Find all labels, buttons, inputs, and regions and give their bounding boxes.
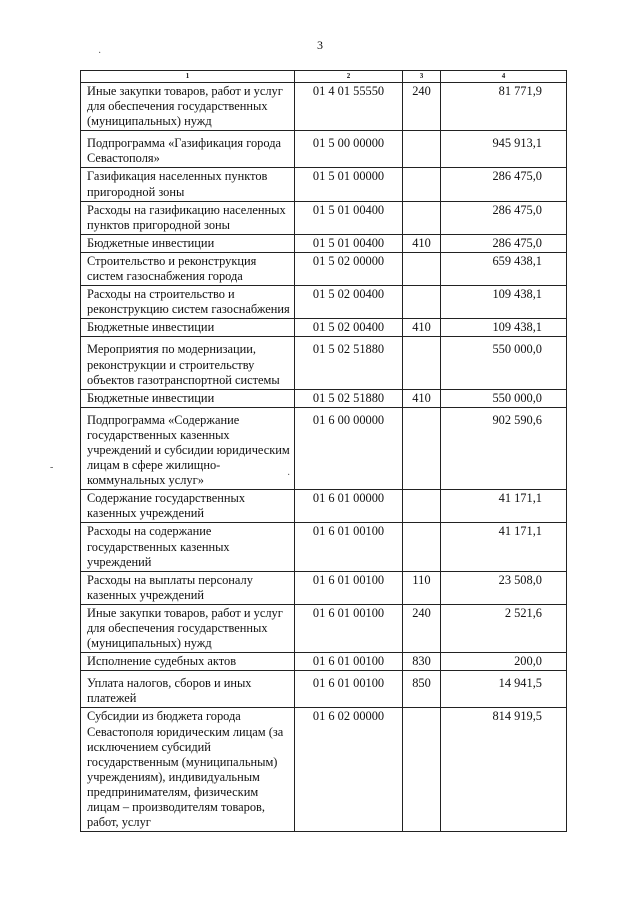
row-sum: 945 913,1: [441, 131, 567, 168]
row-sum: 2 521,6: [441, 604, 567, 652]
row-type: [403, 407, 441, 489]
row-name: Расходы на выплаты персоналу казенных учреждений: [81, 571, 295, 604]
table-row: [81, 604, 567, 652]
row-type: [403, 337, 441, 389]
row-sum: 286 475,0: [441, 234, 567, 252]
row-code: 01 5 01 00000: [295, 168, 403, 201]
table-row: [81, 286, 567, 319]
row-name: Строительство и реконструкция систем газоснабжения города: [81, 252, 295, 285]
row-sum: 814 919,5: [441, 708, 567, 832]
row-code: 01 5 02 51880: [295, 337, 403, 389]
row-name: Подпрограмма «Газификация города Севастополя»: [81, 131, 295, 168]
row-name: Бюджетные инвестиции: [81, 234, 295, 252]
scan-speck: ·: [287, 470, 291, 481]
row-sum: 550 000,0: [441, 389, 567, 407]
row-sum: 286 475,0: [441, 201, 567, 234]
row-sum: 286 475,0: [441, 168, 567, 201]
row-code: 01 6 01 00100: [295, 671, 403, 708]
table-row: [81, 168, 567, 201]
row-code: 01 6 01 00100: [295, 653, 403, 671]
row-code: 01 5 02 00400: [295, 286, 403, 319]
table-row: [81, 389, 567, 407]
row-type: 850: [403, 671, 441, 708]
row-name: Уплата налогов, сборов и иных платежей: [81, 671, 295, 708]
row-name: Расходы на газификацию населенных пунктов пригородной зоны: [81, 201, 295, 234]
table-row: [81, 571, 567, 604]
scan-speck: -: [50, 462, 54, 473]
row-sum: 14 941,5: [441, 671, 567, 708]
page-number: 3: [317, 38, 323, 52]
row-name: Бюджетные инвестиции: [81, 389, 295, 407]
column-number: 4: [441, 71, 567, 83]
row-code: 01 5 02 00000: [295, 252, 403, 285]
row-type: 410: [403, 234, 441, 252]
table-row: [81, 83, 567, 131]
budget-table: [80, 70, 567, 832]
row-name: Иные закупки товаров, работ и услуг для обеспечения государственных (муниципальных) нужд: [81, 83, 295, 131]
row-name: Расходы на содержание государственных казенных учреждений: [81, 523, 295, 571]
row-name: Субсидии из бюджета города Севастополя юридическим лицам (за исключением субсидий государственным (муниципальным) учреждениям), индивидуальным предпринимателям, физическим лицам – производителям товаров, работ, услуг: [81, 708, 295, 832]
row-sum: 23 508,0: [441, 571, 567, 604]
row-sum: 41 171,1: [441, 490, 567, 523]
row-name: Газификация населенных пунктов пригородной зоны: [81, 168, 295, 201]
row-sum: 109 438,1: [441, 286, 567, 319]
row-code: 01 6 01 00100: [295, 604, 403, 652]
row-code: 01 6 01 00100: [295, 571, 403, 604]
row-code: 01 5 01 00400: [295, 234, 403, 252]
row-sum: 41 171,1: [441, 523, 567, 571]
row-name: Иные закупки товаров, работ и услуг для обеспечения государственных (муниципальных) нужд: [81, 604, 295, 652]
table-row: [81, 319, 567, 337]
row-type: 110: [403, 571, 441, 604]
row-name: Расходы на строительство и реконструкцию систем газоснабжения: [81, 286, 295, 319]
table-row: [81, 234, 567, 252]
row-name: Мероприятия по модернизации, реконструкции и строительству объектов газотранспортной системы: [81, 337, 295, 389]
row-sum: 81 771,9: [441, 83, 567, 131]
table-row: [81, 201, 567, 234]
row-type: [403, 286, 441, 319]
row-code: 01 6 00 00000: [295, 407, 403, 489]
column-number: 1: [81, 71, 295, 83]
row-type: 410: [403, 389, 441, 407]
row-name: Бюджетные инвестиции: [81, 319, 295, 337]
row-type: 240: [403, 83, 441, 131]
row-code: 01 6 02 00000: [295, 708, 403, 832]
row-code: 01 4 01 55550: [295, 83, 403, 131]
row-type: [403, 252, 441, 285]
row-code: 01 6 01 00000: [295, 490, 403, 523]
row-code: 01 5 00 00000: [295, 131, 403, 168]
row-type: 410: [403, 319, 441, 337]
row-type: [403, 490, 441, 523]
table-row: [81, 131, 567, 168]
row-sum: 550 000,0: [441, 337, 567, 389]
row-code: 01 6 01 00100: [295, 523, 403, 571]
row-code: 01 5 01 00400: [295, 201, 403, 234]
column-number: 3: [403, 71, 441, 83]
table-row: [81, 671, 567, 708]
table-row: [81, 337, 567, 389]
row-type: [403, 708, 441, 832]
row-name: Подпрограмма «Содержание государственных казенных учреждений и субсидии юридическим лицам в сфере жилищно-коммунальных услуг»: [81, 407, 295, 489]
row-type: [403, 168, 441, 201]
column-number: 2: [295, 71, 403, 83]
row-sum: 109 438,1: [441, 319, 567, 337]
row-type: [403, 523, 441, 571]
table-row: [81, 407, 567, 489]
row-type: 830: [403, 653, 441, 671]
table-row: [81, 252, 567, 285]
row-type: [403, 201, 441, 234]
row-name: Исполнение судебных актов: [81, 653, 295, 671]
row-sum: 659 438,1: [441, 252, 567, 285]
row-name: Содержание государственных казенных учреждений: [81, 490, 295, 523]
table-row: [81, 523, 567, 571]
row-code: 01 5 02 00400: [295, 319, 403, 337]
column-number-row: [81, 71, 567, 83]
table-row: [81, 708, 567, 832]
row-type: [403, 131, 441, 168]
row-type: 240: [403, 604, 441, 652]
table-row: [81, 653, 567, 671]
scan-speck: ·: [98, 48, 102, 59]
table-row: [81, 490, 567, 523]
row-code: 01 5 02 51880: [295, 389, 403, 407]
row-sum: 200,0: [441, 653, 567, 671]
row-sum: 902 590,6: [441, 407, 567, 489]
